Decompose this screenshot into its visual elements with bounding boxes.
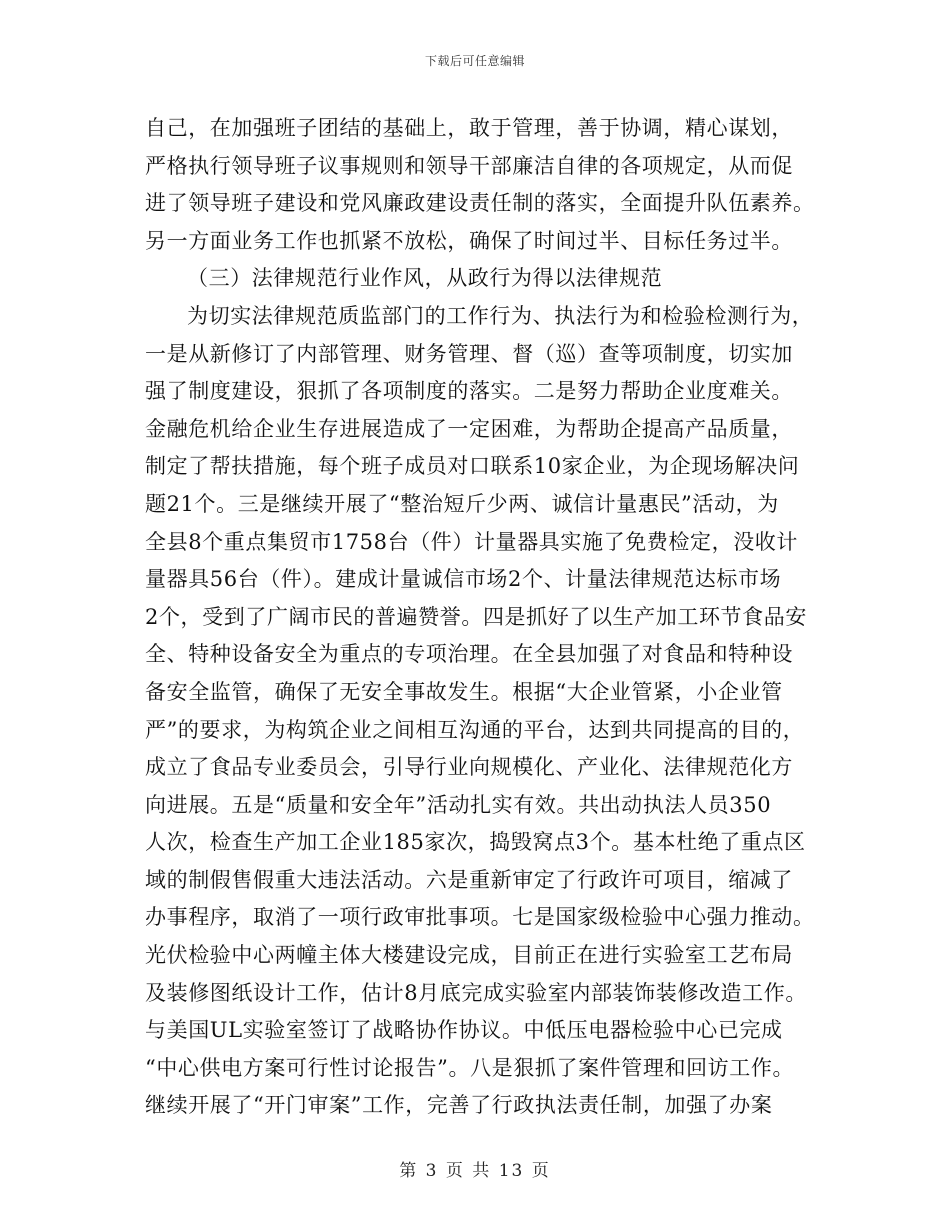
text-line: 向进展。五是“质量和安全年”活动扎实有效。共出动执法人员350 (145, 792, 772, 817)
text-line: 金融危机给企业生存进展造成了一定困难，为帮助企提高产品质量， (145, 416, 793, 441)
text-line: 另一方面业务工作也抓紧不放松，确保了时间过半、目标任务过半。 (145, 228, 793, 253)
page-header: 下载后可任意编辑 (424, 54, 525, 68)
text-line: 强了制度建设，狠抓了各项制度的落实。二是努力帮助企业度难关。 (145, 379, 793, 404)
text-line: 备安全监管，确保了无安全事故发生。根据“大企业管紧，小企业管 (145, 679, 783, 704)
document-body (145, 110, 815, 1125)
text-line: 2个，受到了广阔市民的普遍赞誉。四是抓好了以生产加工环节食品安 (145, 604, 807, 629)
text-line: 办事程序，取消了一项行政审批事项。七是国家级检验中心强力推动。 (145, 905, 815, 930)
section-heading: （三）法律规范行业作风，从政行为得以法律规范 (187, 266, 663, 291)
text-line: 制定了帮扶措施，每个班子成员对口联系10家企业，为企现场解决问 (145, 454, 800, 479)
text-line: 严”的要求，为构筑企业之间相互沟通的平台，达到共同提高的目的， (145, 717, 805, 742)
text-line: 继续开展了“开门审案”工作，完善了行政执法责任制，加强了办案 (145, 1093, 773, 1118)
page-number-footer: 第 3 页 共 13 页 (399, 1161, 551, 1181)
text-line: 与美国UL实验室签订了战略协作协议。中低压电器检验中心已完成 (145, 1018, 783, 1043)
text-line: 量器具56台（件）。建成计量诚信市场2个、计量法律规范达标市场 (145, 567, 782, 592)
text-line: 为切实法律规范质监部门的工作行为、执法行为和检验检测行为， (187, 303, 814, 328)
text-line: 全县8个重点集贸市1758台（件）计量器具实施了免费检定，没收计 (145, 529, 799, 554)
text-line: 进了领导班子建设和党风廉政建设责任制的落实，全面提升队伍素养。 (145, 191, 815, 216)
text-line: 人次，检查生产加工企业185家次，捣毁窝点3个。基本杜绝了重点区 (145, 830, 806, 855)
text-line: 域的制假售假重大违法活动。六是重新审定了行政许可项目，缩减了 (145, 867, 793, 892)
text-line: 全、特种设备安全为重点的专项治理。在全县加强了对食品和特种设 (145, 642, 793, 667)
text-line: 光伏检验中心两幢主体大楼建设完成，目前正在进行实验室工艺布局 (145, 943, 793, 968)
text-line: “中心供电方案可行性讨论报告”。八是狠抓了案件管理和回访工作。 (145, 1055, 795, 1080)
text-line: 成立了食品专业委员会，引导行业向规模化、产业化、法律规范化方 (145, 755, 793, 780)
text-line: 自己，在加强班子团结的基础上，敢于管理，善于协调，精心谋划， (145, 116, 793, 140)
text-line: 题21个。三是继续开展了“整治短斤少两、诚信计量惠民”活动，为 (145, 491, 779, 516)
text-line: 一是从新修订了内部管理、财务管理、督（巡）查等项制度，切实加 (145, 341, 793, 366)
text-line: 严格执行领导班子议事规则和领导干部廉洁自律的各项规定，从而促 (145, 153, 793, 178)
text-line: 及装修图纸设计工作，估计8月底完成实验室内部装饰装修改造工作。 (145, 980, 807, 1005)
